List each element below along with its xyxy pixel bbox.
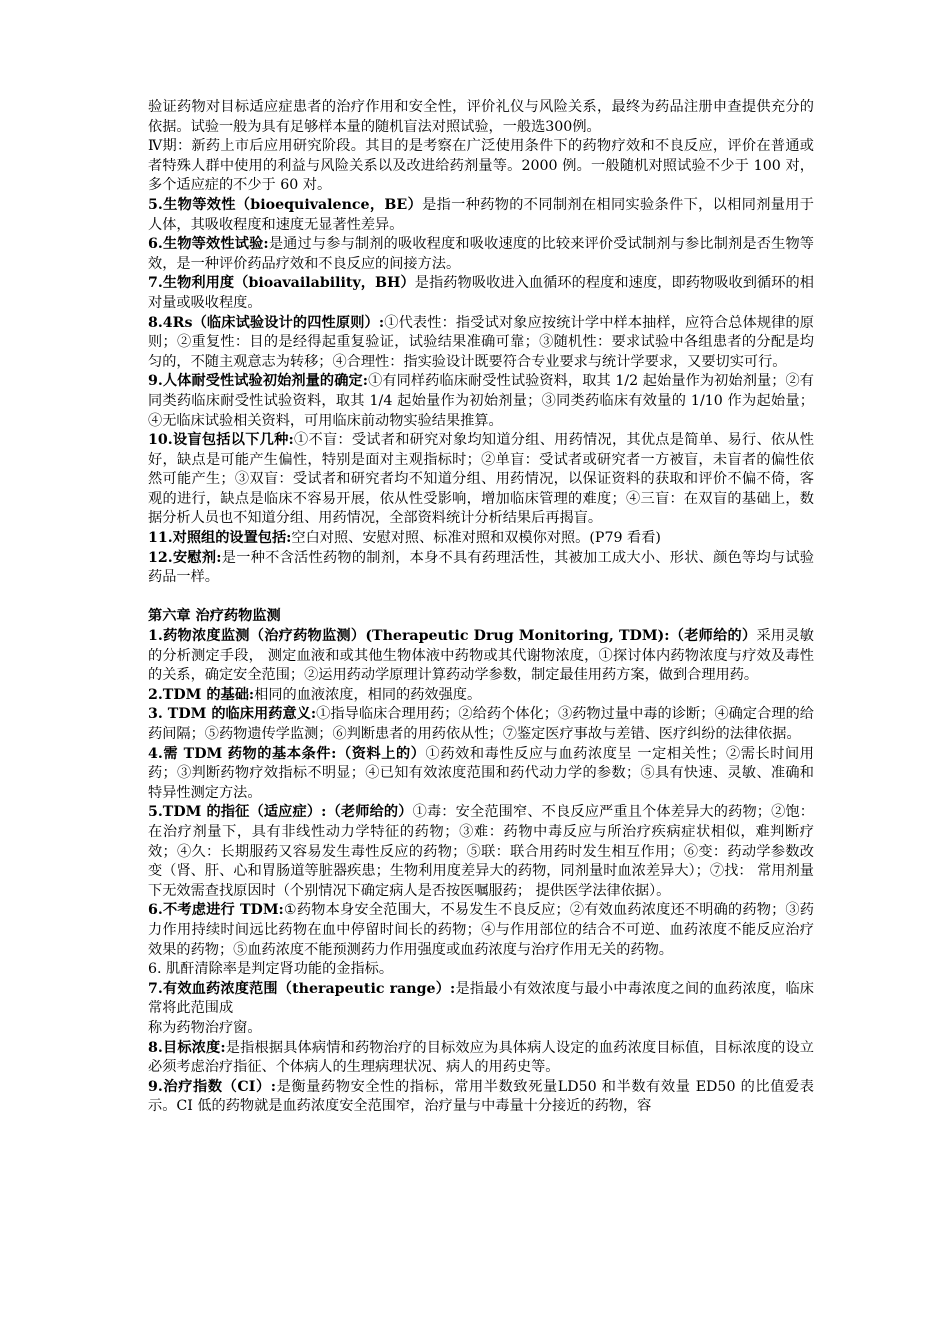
term-heading: 2.TDM 的基础: (148, 686, 255, 703)
document-page (148, 98, 814, 1117)
paragraph-text: ①代表性：指受试对象应按统计学中样本抽样，应符合总体规律的原则；②重复性：目的是经得起重复验证，试验结果准确可靠；③随机性：要求试验中各组患者的分配是均匀的，不随主观意志为转移；④合理性：指实验设计既要符合专业要求与统计学要求，又要切实可行。 (148, 314, 814, 370)
paragraph (148, 372, 814, 431)
paragraph-text: 是指最小有效浓度与最小中毒浓度之间的血药浓度，临床常将此范围成 (148, 980, 814, 1017)
paragraph (148, 745, 814, 804)
paragraph-text: 6. 肌酐清除率是判定肾功能的金指标。 (148, 961, 394, 978)
term-heading: 9.人体耐受性试验初始剂量的确定: (148, 373, 368, 390)
paragraph-text: 是一种不含活性药物的制剂，本身不具有药理活性，其被加工成大小、形状、颜色等均与试验药品一样。 (148, 549, 814, 586)
paragraph-text: ①毒：安全范围窄、不良反应严重且个体差异大的药物；②饱：在治疗剂量下，具有非线性动力学特征的药物；③难：药物中毒反应与所治疗疾病症状相似，难判断疗效；④久：长期服药又容易发生毒性反应的药物；⑤联：联合用药时发生相互作用；⑥变：药动学参数改变（肾、肝、心和胃肠道等脏器疾患；生物利用度差异大的药物，同剂量时血浓差异大）；⑦找： 常用剂量下无效需查找原因时（个别情况下确定病人是否按医嘱服药； 提供医学法律依据）。 (148, 804, 814, 899)
paragraph-text: 是通过与参与制剂的吸收程度和吸收速度的比较来评价受试制剂与参比制剂是否生物等效，是一种评价药品疗效和不良反应的间接方法。 (148, 236, 814, 272)
paragraph (148, 274, 814, 313)
paragraph (148, 196, 814, 235)
paragraph (148, 98, 814, 137)
term-heading: 12.安慰剂: (148, 549, 222, 566)
term-heading: 9.治疗指数（CI）: (148, 1078, 276, 1095)
chapter-title: 第六章 治疗药物监测 (148, 608, 281, 625)
paragraph-text: 采用灵敏的分析测定手段， 测定血液和或其他生物体液中药物或其代谢物浓度，①探讨体内药物浓度与疗效及毒性的关系，确定安全范围；②运用药动学原理计算药动学参数，制定最佳用药方案，做到合理用药。 (148, 628, 814, 684)
paragraph-text: ①有同样药临床耐受性试验资料，取其 1/2 起始量作为初始剂量；②有同类药临床耐受性试验资料，取其 1/4 起始量作为初始剂量；③同类药临床有效量的 1/10 作为起始量；④无临床试验相关资料，可用临床前动物实验结果推算。 (148, 373, 814, 429)
paragraph-text: 验证药物对目标适应症患者的治疗作用和安全性，评价礼仪与风险关系，最终为药品注册申查提供充分的依据。试验一般为具有足够样本量的随机盲法对照试验，一般选300例。 (148, 99, 814, 135)
paragraph (148, 803, 814, 901)
paragraph-text: 称为药物治疗窗。 (148, 1019, 262, 1036)
paragraph (148, 137, 814, 196)
paragraph (148, 549, 814, 588)
term-heading: 1.药物浓度监测（治疗药物监测）(Therapeutic Drug Monitoring, TDM):（老师给的） (148, 628, 757, 645)
term-heading: 6.不考虑进行 TDM: (148, 902, 284, 919)
term-heading: 8.目标浓度: (148, 1039, 226, 1056)
term-heading: 6.生物等效性试验: (148, 236, 269, 253)
paragraph (148, 705, 814, 744)
paragraph (148, 960, 814, 980)
section-gap (148, 588, 814, 608)
term-heading: 7.生物利用度（bioavailability，BH） (148, 275, 415, 292)
paragraph-text: 空白对照、安慰对照、标准对照和双模你对照。(P79 看看) (291, 530, 661, 547)
section-tdm (148, 627, 814, 1117)
paragraph-text: ①指导临床合理用药；②给药个体化；③药物过量中毒的诊断；④确定合理的给药间隔；⑤药物遗传学监测；⑥判断患者的用药依从性；⑦鉴定医疗事故与差错、医疗纠纷的法律依据。 (148, 706, 814, 742)
term-heading: 7.有效血药浓度范围（therapeutic range）: (148, 980, 456, 997)
paragraph (148, 686, 814, 706)
term-heading: 11.对照组的设置包括: (148, 530, 292, 547)
paragraph-text: ①药效和毒性反应与血药浓度呈 一定相关性；②需长时间用药；③判断药物疗效指标不明显；④已知有效浓度范围和药代动力学的参数；⑤具有快速、灵敏、准确和特异性测定方法。 (148, 745, 814, 801)
paragraph (148, 980, 814, 1019)
term-heading: 5.生物等效性（bioequivalence，BE） (148, 196, 423, 213)
section-clinical-trials (148, 98, 814, 588)
paragraph-text: 是衡量药物安全性的指标，常用半数致死量LD50 和半数有效量 ED50 的比值爱表示。CI 低的药物就是血药浓度安全范围窄，治疗量与中毒量十分接近的药物，容 (148, 1078, 814, 1115)
paragraph-text: ①药物本身安全范围大，不易发生不良反应；②有效血药浓度还不明确的药物；③药力作用持续时间远比药物在血中停留时间长的药物；④与作用部位的结合不可逆、血药浓度不能反应治疗效果的药物；⑤血药浓度不能预测药力作用强度或血药浓度与治疗作用无关的药物。 (148, 902, 814, 958)
paragraph-text: 相同的血液浓度，相同的药效强度。 (254, 686, 482, 703)
term-heading: 8.4Rs（临床试验设计的四性原则）: (148, 314, 385, 331)
paragraph (148, 1019, 814, 1039)
term-heading: 3. TDM 的临床用药意义: (148, 706, 317, 723)
paragraph-text: Ⅳ期：新药上市后应用研究阶段。其目的是考察在广泛使用条件下的药物疗效和不良反应，评价在普通或者特殊人群中使用的利益与风险关系以及改进给药剂量等。2000 例。一般随机对照试验不少于 100 对，多个适应症的不少于 60 对。 (148, 138, 814, 194)
paragraph-text: 是指根据具体病情和药物治疗的目标效应为具体病人设定的血药浓度目标值，目标浓度的设立必须考虑治疗指征、个体病人的生理病理状况、病人的用药史等。 (148, 1039, 814, 1076)
paragraph-text: 是指一种药物的不同制剂在相同实验条件下，以相同剂量用于人体，其吸收程度和速度无显著性差异。 (148, 196, 814, 233)
paragraph (148, 1039, 814, 1078)
paragraph (148, 235, 814, 274)
paragraph (148, 627, 814, 686)
paragraph-text: 是指药物吸收进入血循环的程度和速度，即药物吸收到循环的相对量或吸收程度。 (148, 275, 814, 311)
paragraph-text: ①不盲：受试者和研究对象均知道分组、用药情况，其优点是简单、易行、依从性好，缺点是可能产生偏性，特别是面对主观指标时；②单盲：受试者或研究者一方被盲，未盲者的偏性依然可能产生；③双盲：受试者和研究者均不知道分组、用药情况，以保证资料的获取和评价不偏不倚，客观的进行，缺点是临床不容易开展，依从性受影响，增加临床管理的难度；④三盲：在双盲的基础上，数据分析人员也不知道分组、用药情况，全部资料统计分析结果后再揭盲。 (148, 432, 814, 527)
paragraph (148, 529, 814, 549)
term-heading: 4.需 TDM 药物的基本条件:（资料上的） (148, 745, 426, 762)
term-heading: 5.TDM 的指征（适应症）:（老师给的） (148, 804, 413, 821)
term-heading: 10.设盲包括以下几种: (148, 432, 294, 449)
paragraph (148, 901, 814, 960)
paragraph (148, 431, 814, 529)
paragraph (148, 314, 814, 373)
paragraph (148, 1078, 814, 1117)
